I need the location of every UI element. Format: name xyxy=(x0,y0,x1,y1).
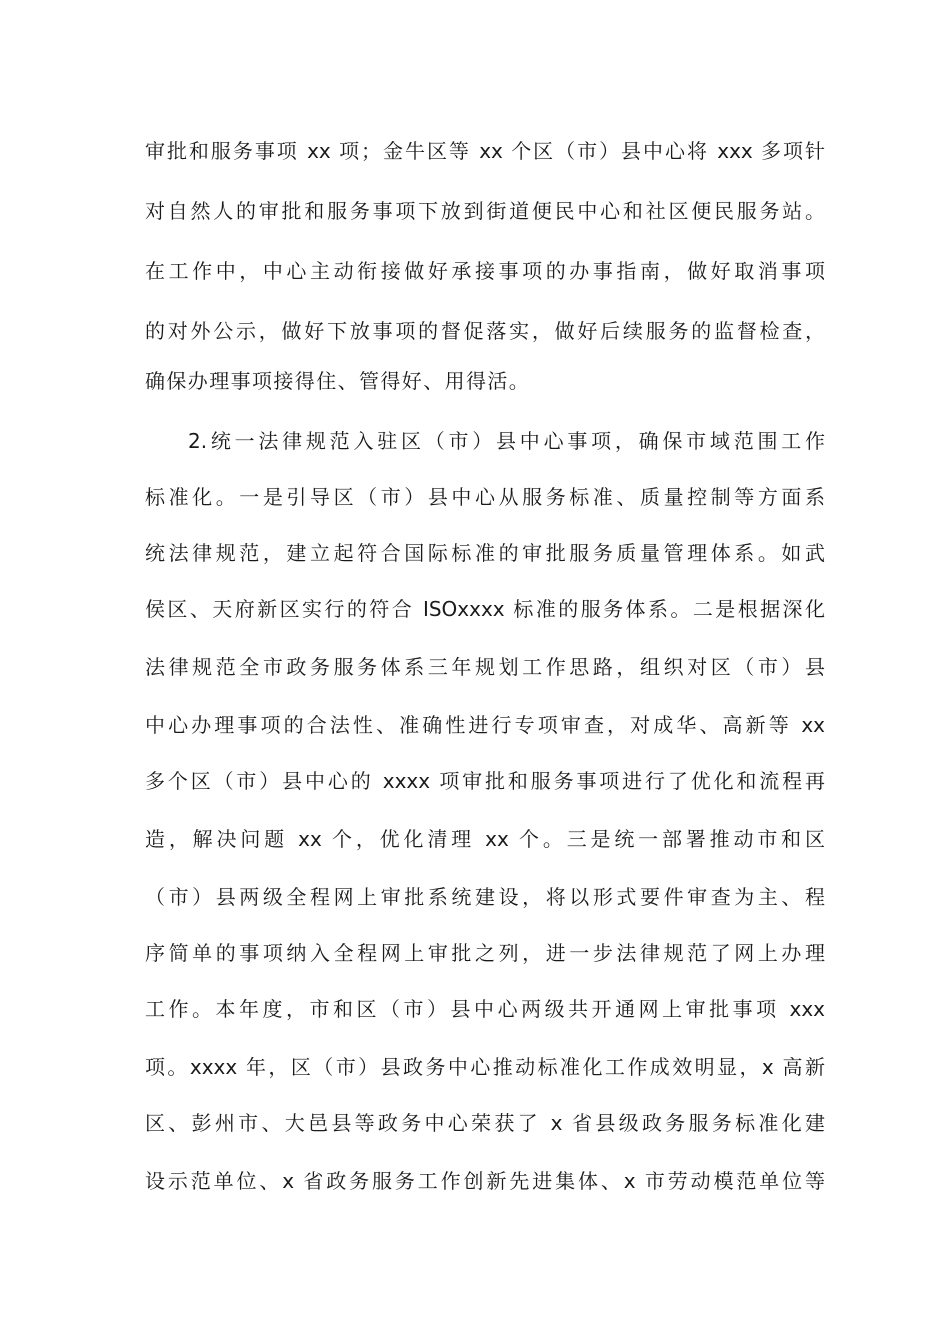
text-line: 在工作中，中心主动衔接做好承接事项的办事指南，做好取消事项 xyxy=(145,259,825,283)
text-line: 中心办理事项的合法性、准确性进行专项审查，对成华、高新等 xx xyxy=(145,713,825,737)
text-line: 侯区、天府新区实行的符合 ISOxxxx 标准的服务体系。二是根据深化 xyxy=(145,597,825,621)
text-line: 对自然人的审批和服务事项下放到街道便民中心和社区便民服务站。 xyxy=(145,199,825,223)
text-line: 工作。本年度，市和区（市）县中心两级共开通网上审批事项 xxx xyxy=(145,997,825,1021)
text-line: 造，解决问题 xx 个，优化清理 xx 个。三是统一部署推动市和区 xyxy=(145,827,825,851)
text-line: 区、彭州市、大邑县等政务中心荣获了 x 省县级政务服务标准化建 xyxy=(145,1111,825,1135)
text-line: 多个区（市）县中心的 xxxx 项审批和服务事项进行了优化和流程再 xyxy=(145,769,825,793)
text-line: 的对外公示，做好下放事项的督促落实，做好后续服务的监督检查， xyxy=(145,319,825,343)
text-line: 确保办理事项接得住、管得好、用得活。 xyxy=(145,369,531,393)
text-line: （市）县两级全程网上审批系统建设，将以形式要件审查为主、程 xyxy=(145,885,825,909)
text-line: 法律规范全市政务服务体系三年规划工作思路，组织对区（市）县 xyxy=(145,655,825,679)
text-line: 标准化。一是引导区（市）县中心从服务标准、质量控制等方面系 xyxy=(145,485,825,509)
text-line: 项。xxxx 年，区（市）县政务中心推动标准化工作成效明显，x 高新 xyxy=(145,1055,825,1079)
text-line: 序简单的事项纳入全程网上审批之列，进一步法律规范了网上办理 xyxy=(145,941,825,965)
text-line: 设示范单位、x 省政务服务工作创新先进集体、x 市劳动模范单位等 xyxy=(145,1169,825,1193)
text-line: 审批和服务事项 xx 项；金牛区等 xx 个区（市）县中心将 xxx 多项针 xyxy=(145,139,825,163)
text-line: 统法律规范，建立起符合国际标准的审批服务质量管理体系。如武 xyxy=(145,541,825,565)
paragraph-heading-line: 2.统一法律规范入驻区（市）县中心事项，确保市域范围工作 xyxy=(188,429,825,453)
